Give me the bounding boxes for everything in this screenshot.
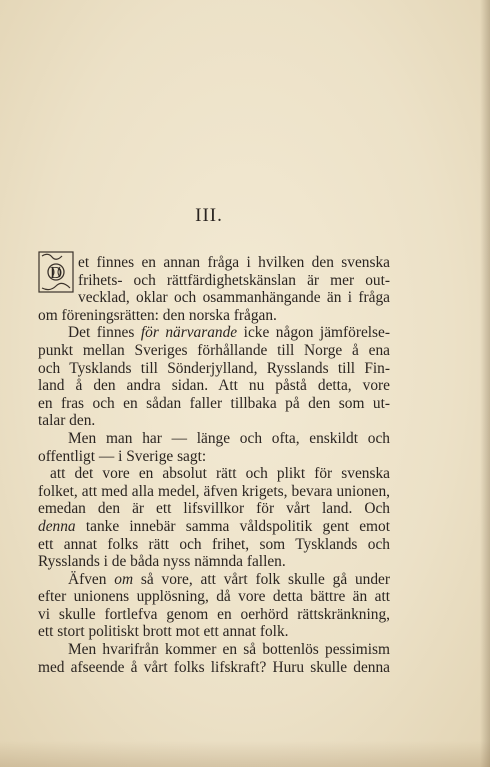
text-line: et finnes en annan fråga i hvilken den svenska	[78, 254, 390, 271]
chapter-heading: III.	[195, 205, 223, 226]
drop-cap-letter: D	[49, 263, 63, 282]
text-line: att det vore en absolut rätt och plikt för svenska	[50, 465, 390, 483]
text-line: en fras och en sådan faller tillbaka på den som ut-	[38, 394, 390, 412]
text-line: efter unionens upplösning, då vore detta bättre än att	[38, 588, 390, 606]
italic-text: för närvarande	[140, 324, 238, 342]
text-line: vi skulle fortlefva genom en oerhörd rättskränkning,	[38, 605, 390, 623]
text-line: med afseende å vårt folks lifskraft? Huru skulle denna	[38, 658, 390, 676]
page-bottom-stain	[0, 741, 490, 767]
text-segment: tanke innebär samma våldspolitik gent emot	[75, 517, 390, 535]
text-line: ett stort politiskt brott mot ett annat folk.	[38, 623, 289, 641]
text-segment: icke någon jämförelse-	[237, 324, 391, 342]
text-line	[38, 571, 390, 589]
text-line: Rysslands i de båda nyss nämnda fallen.	[38, 553, 286, 571]
text-line: ett annat folks rätt och frihet, som Tysklands och	[38, 535, 390, 553]
italic-text: om	[114, 570, 134, 588]
text-line: emedan den är ett lifsvillkor för vårt land. Och	[38, 500, 390, 518]
page-edge-shadow	[480, 0, 490, 767]
text-line: vecklad, oklar och osammanhängande än i fråga	[78, 289, 390, 307]
text-line: frihets- och rättfärdighetskänslan är mer out-	[78, 271, 390, 289]
text-line: punkt mellan Sveriges förhållande till Norge å ena	[38, 341, 390, 359]
italic-text: denna	[38, 517, 76, 535]
text-segment: Äfven	[68, 570, 115, 588]
text-line: Men hvarifrån kommer en så bottenlös pessimism	[68, 641, 390, 659]
text-line	[38, 518, 390, 536]
text-segment: så vore, att vårt folk skulle gå under	[133, 570, 391, 588]
text-line	[38, 324, 390, 342]
body-text	[38, 254, 390, 676]
text-segment: Det finnes	[68, 324, 141, 342]
text-line: om föreningsrätten: den norska frågan.	[38, 306, 277, 324]
text-line: land å den andra sidan. Att nu påstå detta, vore	[38, 377, 390, 395]
text-line: och Tysklands till Sönderjylland, Rysslands till Fin-	[38, 359, 390, 377]
text-line: offentligt — i Sverige sagt:	[38, 447, 207, 465]
text-line: folket, att med alla medel, äfven krigets, bevara unionen,	[38, 482, 390, 500]
text-line: Men man har — länge och ofta, enskildt och	[68, 429, 390, 447]
text-line: talar den.	[38, 412, 96, 430]
